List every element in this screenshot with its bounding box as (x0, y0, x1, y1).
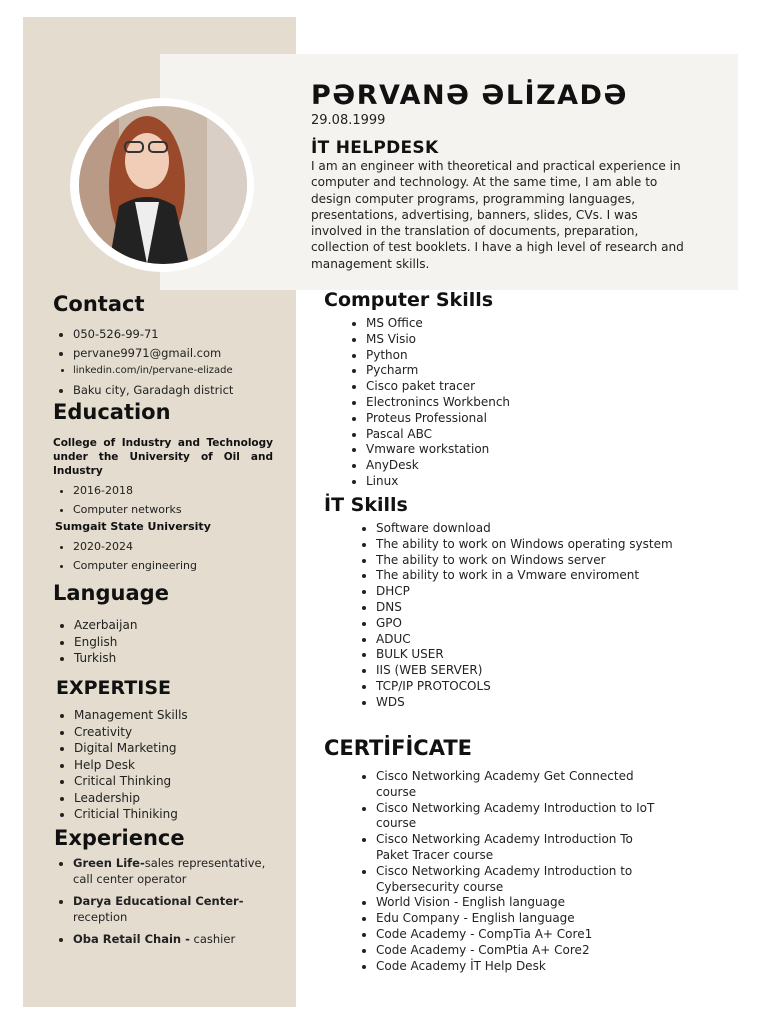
computer-skill-item: • Python (366, 348, 510, 364)
education-list-2 (53, 538, 197, 575)
certificate-item: • Edu Company - English language (376, 911, 666, 927)
language-heading: Language (53, 581, 169, 605)
experience-role: reception (73, 910, 128, 924)
computer-skill-item: • Pascal ABC (366, 427, 510, 443)
expertise-item: • Help Desk (74, 757, 188, 774)
contact-phone[interactable]: • 050-526-99-71 (73, 325, 233, 344)
expertise-item: • Management Skills (74, 707, 188, 724)
expertise-item: • Criticial Thiniking (74, 806, 188, 823)
it-skill-item: • GPO (376, 616, 676, 632)
experience-list (53, 855, 273, 947)
it-skill-item: • IIS (WEB SERVER) (376, 663, 676, 679)
certificate-item: • Code Academy İT Help Desk (376, 959, 666, 975)
certificate-item: • World Vision - English language (376, 895, 666, 911)
certificate-item: • Cisco Networking Academy Get Connected course (376, 769, 666, 801)
education-years: • 2016-2018 (73, 481, 182, 500)
education-school-2: Sumgait State University (55, 520, 211, 533)
expertise-heading: EXPERTISE (56, 677, 172, 699)
computer-skill-item: • AnyDesk (366, 458, 510, 474)
contact-address: • Baku city, Garadagh district (73, 381, 233, 400)
experience-company: Darya Educational Center- (73, 894, 244, 908)
experience-company: Green Life- (73, 856, 145, 870)
computer-skill-item: • Electronincs Workbench (366, 395, 510, 411)
experience-item (73, 931, 273, 947)
expertise-item: • Digital Marketing (74, 740, 188, 757)
computer-skill-item: • MS Office (366, 316, 510, 332)
date-of-birth: 29.08.1999 (311, 113, 386, 128)
it-skill-item: • DHCP (376, 584, 676, 600)
language-item: • Azerbaijan (74, 617, 137, 634)
contact-heading: Contact (53, 292, 145, 316)
experience-item (73, 893, 273, 925)
experience-company: Oba Retail Chain - (73, 932, 190, 946)
job-title: İT HELPDESK (311, 138, 439, 158)
it-skill-item: • WDS (376, 695, 676, 711)
expertise-item: • Leadership (74, 790, 188, 807)
language-item: • English (74, 634, 137, 651)
computer-skill-item: • Vmware workstation (366, 442, 510, 458)
it-skills-heading: İT Skills (324, 494, 408, 516)
computer-skills-list (314, 316, 510, 490)
experience-heading: Experience (54, 826, 185, 850)
expertise-list (54, 707, 188, 823)
certificate-item: • Cisco Networking Academy Introduction to IoT course (376, 801, 666, 833)
education-years: • 2020-2024 (73, 538, 197, 557)
it-skill-item: • The ability to work on Windows server (376, 553, 676, 569)
it-skill-item: • Software download (376, 521, 676, 537)
expertise-item: • Critical Thinking (74, 773, 188, 790)
contact-linkedin[interactable]: • linkedin.com/in/pervane-elizade (73, 362, 233, 381)
contact-email[interactable]: • pervane9971@gmail.com (73, 344, 233, 363)
education-field: • Computer networks (73, 500, 182, 519)
it-skill-item: • The ability to work in a Vmware enviroment (376, 568, 676, 584)
computer-skill-item: • MS Visio (366, 332, 510, 348)
certificate-heading: CERTİFİCATE (324, 736, 472, 760)
it-skill-item: • TCP/IP PROTOCOLS (376, 679, 676, 695)
computer-skill-item: • Pycharm (366, 363, 510, 379)
experience-role: sales representative, call center operator (73, 856, 266, 886)
certificate-item: • Code Academy - ComPtia A+ Core2 (376, 943, 666, 959)
contact-list (53, 325, 233, 399)
it-skill-item: • BULK USER (376, 647, 676, 663)
experience-role: cashier (189, 932, 236, 946)
expertise-item: • Creativity (74, 724, 188, 741)
candidate-name: PƏRVANƏ ƏLİZADƏ (311, 80, 628, 111)
it-skill-item: • The ability to work on Windows operating system (376, 537, 676, 553)
computer-skills-heading: Computer Skills (324, 289, 494, 311)
computer-skill-item: • Linux (366, 474, 510, 490)
certificate-item: • Code Academy - CompTia A+ Core1 (376, 927, 666, 943)
computer-skill-item: • Proteus Professional (366, 411, 510, 427)
education-school-1: College of Industry and Technology under the University of Oil and Industry (53, 437, 273, 477)
it-skill-item: • DNS (376, 600, 676, 616)
language-item: • Turkish (74, 650, 137, 667)
certificate-list (324, 769, 666, 974)
certificate-item: • Cisco Networking Academy Introduction to Cybersecurity course (376, 864, 666, 896)
education-heading: Education (53, 400, 171, 424)
it-skills-list (324, 521, 676, 711)
profile-photo (79, 106, 247, 264)
education-field: • Computer engineering (73, 557, 197, 576)
language-list (54, 617, 137, 667)
education-list-1 (53, 481, 182, 519)
computer-skill-item: • Cisco paket tracer (366, 379, 510, 395)
experience-item (73, 855, 273, 887)
it-skill-item: • ADUC (376, 632, 676, 648)
certificate-item: • Cisco Networking Academy Introduction To Paket Tracer course (376, 832, 666, 864)
profile-summary: I am an engineer with theoretical and practical experience in computer and technology. At the same time, I am able to design computer programs, programming languages, presentations, advertising, banners, slides, CVs. I was involved in the translation of documents, preparation, collection of test booklets. I have a high level of research and management skills. (311, 159, 684, 271)
